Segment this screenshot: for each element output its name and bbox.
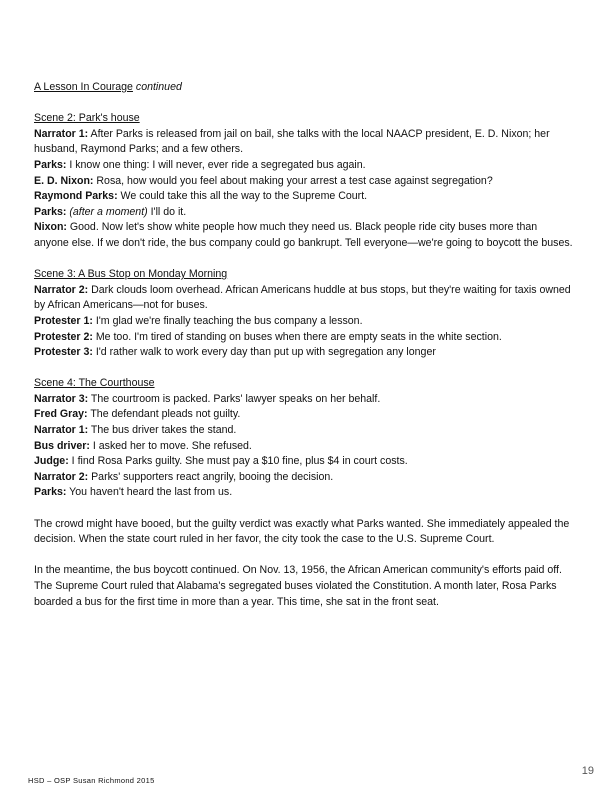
speaker: E. D. Nixon: (34, 174, 94, 187)
dialogue: I find Rosa Parks guilty. She must pay a $10 fine, plus $4 in court costs. (68, 455, 408, 468)
script-line (34, 205, 574, 221)
footer-credit: HSD – OSP Susan Richmond 2015 (28, 776, 155, 785)
scene-heading: Scene 3: A Bus Stop on Monday Morning (34, 268, 228, 281)
script-line (34, 454, 574, 470)
dialogue: After Parks is released from jail on bail, she talks with the local NAACP president, E. D. Nixon; her husband, Raymond Parks; and a few others. (34, 127, 550, 156)
speaker: Nixon: (34, 221, 67, 234)
scene-2 (34, 111, 574, 251)
script-line (34, 439, 574, 455)
script-line (34, 314, 574, 330)
page-number: 19 (581, 765, 594, 777)
script-line (34, 174, 574, 190)
speaker: Raymond Parks: (34, 190, 118, 203)
speaker: Narrator 2: (34, 283, 89, 296)
speaker: Narrator 1: (34, 127, 89, 140)
page-title (34, 80, 574, 96)
speaker: Bus driver: (34, 439, 90, 452)
dialogue: We could take this all the way to the Supreme Court. (117, 190, 368, 203)
dialogue: You haven't heard the last from us. (66, 486, 233, 499)
dialogue: The bus driver takes the stand. (88, 424, 237, 437)
dialogue: Dark clouds loom overhead. African Americans huddle at bus stops, but they're waiting for taxis owned by African Americans—not for buses. (34, 283, 571, 312)
speaker: Protester 1: (34, 314, 93, 327)
script-line (34, 127, 574, 158)
title-suffix: continued (135, 81, 182, 93)
scene-heading: Scene 2: Park's house (34, 112, 140, 125)
script-line (34, 345, 574, 361)
dialogue: Parks' supporters react angrily, booing the decision. (88, 470, 334, 483)
speaker: Parks: (34, 158, 67, 171)
script-line (34, 283, 574, 314)
speaker: Narrator 2: (34, 470, 89, 483)
closing-paragraph: In the meantime, the bus boycott continued. On Nov. 13, 1956, the African American community's efforts paid off. The Supreme Court ruled that Alabama's segregated buses violated the Constitution. A month later, Rosa Parks boarded a bus for the first time in more than a year. This time, she sat in the front seat. (34, 564, 562, 608)
speaker: Judge: (34, 455, 69, 468)
dialogue: I'm glad we're finally teaching the bus company a lesson. (92, 314, 363, 327)
dialogue: I'd rather walk to work every day than put up with segregation any longer (92, 346, 436, 359)
dialogue: I'll do it. (147, 205, 187, 218)
scene-3 (34, 267, 574, 361)
speaker: Protester 3: (34, 346, 93, 359)
dialogue: I know one thing: I will never, ever ride a segregated bus again. (66, 158, 366, 171)
script-line (34, 220, 574, 251)
script-line (34, 189, 574, 205)
dialogue: Good. Now let's show white people how much they need us. Black people ride city buses more than anyone else. If we don't ride, the bus company could go bankrupt. Tell everyone—we're going to boycott the buses. (34, 221, 573, 249)
speaker: Protester 2: (34, 330, 93, 343)
speaker: Narrator 1: (34, 424, 89, 437)
script-line (34, 423, 574, 439)
script-line (34, 485, 574, 501)
speaker: Parks: (34, 205, 67, 218)
speaker: Narrator 3: (34, 392, 89, 405)
script-line (34, 158, 574, 174)
dialogue: The defendant pleads not guilty. (87, 408, 241, 421)
dialogue: Rosa, how would you feel about making your arrest a test case against segregation? (93, 174, 493, 187)
document-body (34, 80, 574, 626)
script-line (34, 330, 574, 346)
script-line (34, 392, 574, 408)
closing-paragraph: The crowd might have booed, but the guilty verdict was exactly what Parks wanted. She immediately appealed the decision. When the state court ruled in her favor, the city took the case to the U.S. Supreme Court. (34, 517, 570, 546)
dialogue: The courtroom is packed. Parks' lawyer speaks on her behalf. (88, 392, 381, 405)
scene-heading: Scene 4: The Courthouse (34, 377, 155, 390)
title-text: A Lesson In Courage (34, 81, 133, 93)
dialogue: Me too. I'm tired of standing on buses when there are empty seats in the white section. (92, 330, 502, 343)
script-line (34, 407, 574, 423)
stage-direction: (after a moment) (69, 205, 148, 218)
script-line (34, 470, 574, 486)
speaker: Fred Gray: (34, 408, 88, 421)
speaker: Parks: (34, 486, 67, 499)
scene-4 (34, 376, 574, 501)
dialogue: I asked her to move. She refused. (89, 439, 252, 452)
